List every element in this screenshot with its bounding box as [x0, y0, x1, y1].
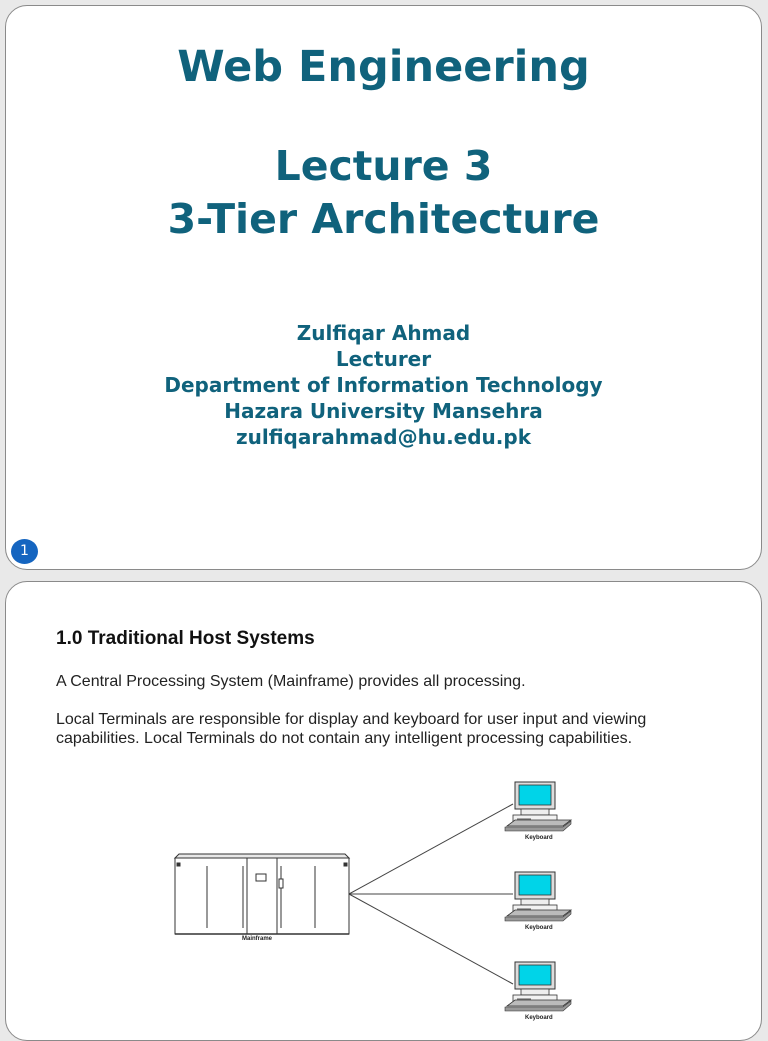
author-email[interactable]: zulfiqarahmad@hu.edu.pk — [235, 425, 532, 449]
connection-lines — [349, 804, 513, 984]
paragraph-terminals-line2: capabilities. Local Terminals do not contain any intelligent processing capabilities. — [56, 730, 633, 747]
slide-heading: 1.0 Traditional Host Systems — [56, 628, 315, 649]
terminal-label: Keyboard — [525, 925, 553, 931]
connection-line — [349, 894, 513, 984]
terminal-icon — [505, 872, 571, 931]
terminal-label: Keyboard — [525, 835, 553, 841]
terminal-label: Keyboard — [525, 1015, 553, 1021]
course-title: Web Engineering — [177, 42, 590, 92]
author-name: Zulfiqar Ahmad — [296, 321, 471, 345]
mainframe-label: Mainframe — [242, 936, 273, 942]
author-department: Department of Information Technology — [164, 373, 603, 397]
author-university: Hazara University Mansehra — [224, 399, 543, 423]
host-system-diagram — [6, 582, 762, 1041]
terminal-icon — [505, 962, 571, 1021]
content-slide — [5, 581, 762, 1041]
paragraph-mainframe: A Central Processing System (Mainframe) provides all processing. — [56, 673, 526, 690]
page-number-badge: 1 — [11, 539, 38, 564]
lecture-number: Lecture 3 — [274, 142, 493, 190]
terminals — [505, 782, 571, 1021]
connection-line — [349, 804, 513, 894]
paragraph-terminals-line1: Local Terminals are responsible for display and keyboard for user input and viewing — [56, 711, 647, 728]
mainframe-icon — [175, 854, 349, 934]
terminal-icon — [505, 782, 571, 841]
title-slide — [5, 5, 762, 570]
lecture-topic: 3-Tier Architecture — [167, 195, 600, 243]
author-role: Lecturer — [335, 347, 432, 371]
